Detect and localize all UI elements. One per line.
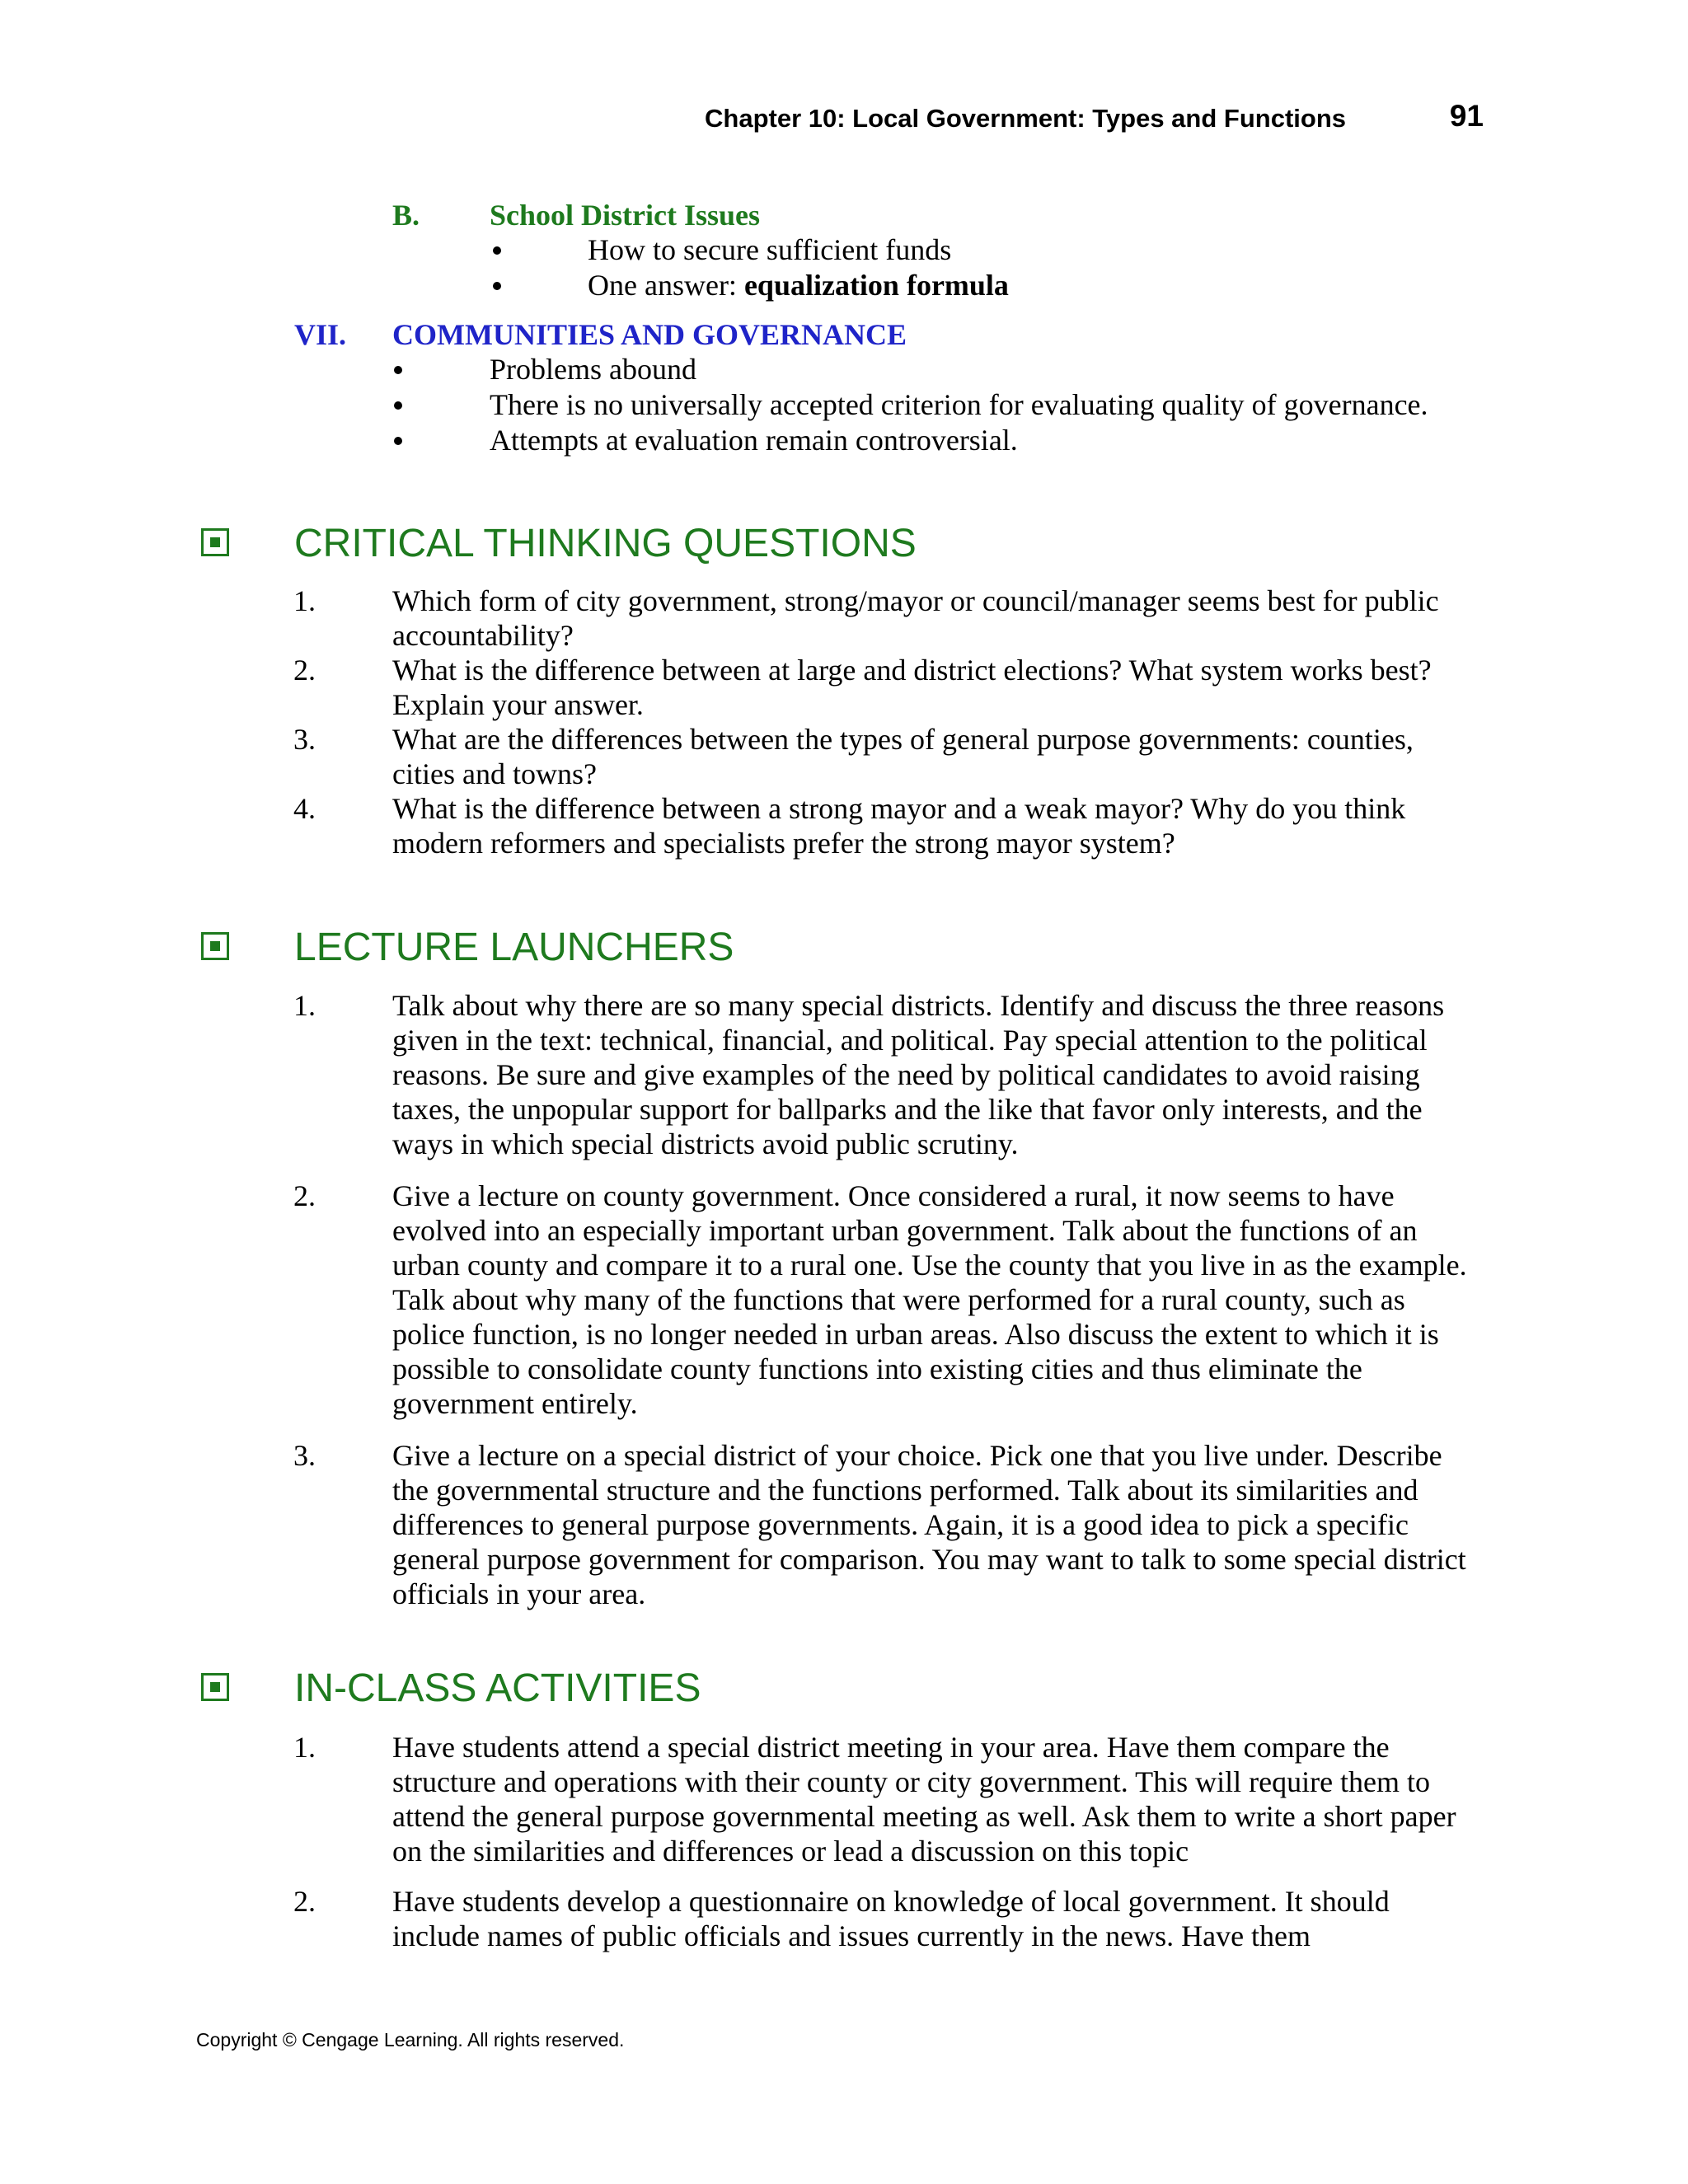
outline-b-marker: B. <box>392 199 420 232</box>
critical-thinking-heading: CRITICAL THINKING QUESTIONS <box>294 522 917 565</box>
outline-b-bullet-2-prefix: One answer: <box>588 269 744 302</box>
list-item-number: 4. <box>293 792 316 825</box>
outline-b-bullet-2-bold: equalization formula <box>743 269 1009 302</box>
list-item-text: Which form of city government, strong/mayor or council/manager seems best for public accountability? <box>392 584 1439 652</box>
bullet-dot <box>493 246 501 255</box>
list-item-number: 1. <box>293 1731 316 1764</box>
outline-vii-marker: VII. <box>294 318 347 351</box>
list-item-text: What is the difference between a strong mayor and a weak mayor? Why do you think modern reformers and specialists prefer the strong mayor system? <box>392 792 1406 860</box>
bullet-dot <box>394 401 402 410</box>
outline-b-title: School District Issues <box>490 199 761 232</box>
list-item-number: 2. <box>293 654 316 687</box>
in-class-activities-heading: IN-CLASS ACTIVITIES <box>294 1666 701 1710</box>
bullet-dot <box>493 282 501 290</box>
lecture-launchers-heading: LECTURE LAUNCHERS <box>294 926 734 969</box>
list-item-text: Give a lecture on county government. Once considered a rural, it now seems to have evolved into an especially important urban government. Talk about the functions of an urban county and compare it to a rural one. Use the county that you live in as the example. Talk about why many of the functions that were performed for a rural county, such as police function, is no longer needed in urban areas. Also discuss the extent to which it is possible to consolidate county functions into existing cities and thus eliminate the government entirely. <box>392 1179 1467 1420</box>
section-square-icon <box>201 932 229 960</box>
list-item-number: 3. <box>293 723 316 756</box>
list-item-text: What is the difference between at large and district elections? What system works best? Explain your answer. <box>392 654 1432 721</box>
page-number: 91 <box>1449 99 1484 133</box>
list-item-text: Talk about why there are so many special districts. Identify and discuss the three reasons given in the text: technical, financial, and political. Pay special attention to the political reasons. Be sure and give examples of the need by political candidates to avoid raising taxes, the unpopular support for ballparks and the like that favor only interests, and the ways in which special districts avoid public scrutiny. <box>392 989 1445 1160</box>
list-item-text: What are the differences between the types of general purpose governments: counties, cities and towns? <box>392 723 1414 790</box>
list-item-number: 2. <box>293 1179 316 1212</box>
section-square-icon <box>201 1673 229 1701</box>
outline-b-bullet-2 <box>588 268 1009 302</box>
outline-b-bullet-1: How to secure sufficient funds <box>588 233 952 266</box>
list-item-text: Give a lecture on a special district of your choice. Pick one that you live under. Describe the governmental structure and the functions performed. Talk about its similarities and differences to general purpose governments. Again, it is a good idea to pick a specific general purpose government for comparison. You may want to talk to some special district officials in your area. <box>392 1439 1466 1610</box>
list-item-number: 1. <box>293 989 316 1022</box>
outline-vii-bullet-1: Problems abound <box>490 353 696 386</box>
bullet-dot <box>394 437 402 445</box>
bullet-dot <box>394 366 402 374</box>
list-item-number: 2. <box>293 1885 316 1918</box>
running-header <box>705 99 1484 140</box>
list-item-number: 1. <box>293 584 316 617</box>
copyright-footer: Copyright © Cengage Learning. All rights reserved. <box>196 2029 625 2050</box>
list-item-text: Have students attend a special district meeting in your area. Have them compare the structure and operations with their county or city government. This will require them to attend the general purpose governmental meeting as well. Ask them to write a short paper on the similarities and differences or lead a discussion on this topic <box>392 1731 1456 1868</box>
chapter-title: Chapter 10: Local Government: Types and Functions <box>705 104 1346 133</box>
outline-vii-title: COMMUNITIES AND GOVERNANCE <box>392 318 907 351</box>
section-square-icon <box>201 528 229 556</box>
outline-vii-bullet-3: Attempts at evaluation remain controversial. <box>490 424 1018 457</box>
list-item-number: 3. <box>293 1439 316 1472</box>
outline-vii-bullet-2: There is no universally accepted criterion for evaluating quality of governance. <box>490 388 1428 421</box>
list-item-text: Have students develop a questionnaire on knowledge of local government. It should include names of public officials and issues currently in the news. Have them <box>392 1885 1390 1952</box>
